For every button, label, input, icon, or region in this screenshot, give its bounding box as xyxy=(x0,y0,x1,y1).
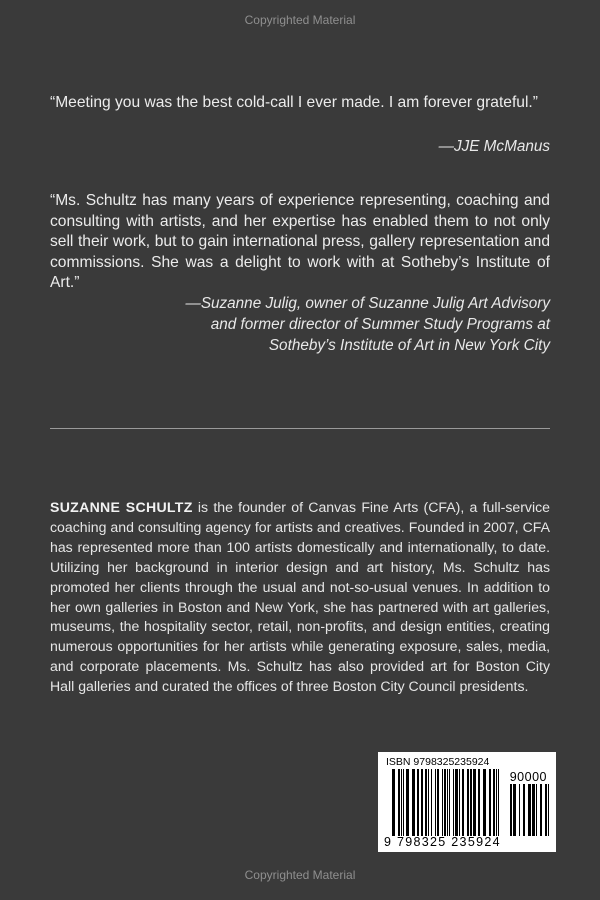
barcode-bar xyxy=(401,769,402,836)
barcode-bar xyxy=(398,769,400,836)
barcode-bar xyxy=(447,769,448,836)
attribution-line: —Suzanne Julig, owner of Suzanne Julig Art Advisory xyxy=(185,295,550,312)
barcode-bar xyxy=(528,784,531,836)
quote-2-text: “Ms. Schultz has many years of experience representing, coaching and consulting with artists, and her expertise has enabled them to not only sell their work, but to gain international press, gallery representation and commissions. She was a delight to work with at Sotheby’s Institute of Art.” xyxy=(50,192,550,291)
barcode-bar xyxy=(453,769,454,836)
barcode-bar xyxy=(493,769,495,836)
author-bio xyxy=(50,498,550,697)
barcode-bar xyxy=(462,769,464,836)
isbn-label: ISBN 9798325235924 xyxy=(386,756,490,768)
barcode-bar xyxy=(442,769,443,836)
barcode-bar xyxy=(489,769,491,836)
barcode-bar xyxy=(428,769,429,836)
barcode-bar xyxy=(478,769,480,836)
barcode-bar xyxy=(425,769,427,836)
barcode-bar xyxy=(519,784,520,836)
barcode-bar xyxy=(392,769,395,836)
barcode-bar xyxy=(467,769,469,836)
barcode-bar xyxy=(437,769,439,836)
barcode-bar xyxy=(548,784,549,836)
quote-2-attribution xyxy=(90,293,550,356)
barcode-bar xyxy=(473,769,476,836)
attribution-line: and former director of Summer Study Programs at xyxy=(210,316,550,333)
barcode-bar xyxy=(435,769,436,836)
barcode-bar xyxy=(459,769,460,836)
barcode-bar xyxy=(421,769,423,836)
barcode-bar xyxy=(513,784,516,836)
barcode-bar xyxy=(431,769,432,836)
barcode-bar xyxy=(523,784,525,836)
quote-1-text: “Meeting you was the best cold-call I ever made. I am forever grateful.” xyxy=(50,94,538,111)
barcode-bar xyxy=(444,769,446,836)
barcode-bar xyxy=(455,769,458,836)
barcode-bar xyxy=(449,769,450,836)
copyright-watermark-bottom: Copyrighted Material xyxy=(244,868,356,882)
attribution-line: Sotheby’s Institute of Art in New York City xyxy=(268,337,550,354)
barcode-bar xyxy=(510,784,512,836)
copyright-watermark-top: Copyrighted Material xyxy=(244,13,356,27)
barcode-bar xyxy=(412,769,415,836)
barcode-bar xyxy=(496,769,497,836)
barcode-bar xyxy=(403,769,404,836)
barcode-bar xyxy=(417,769,419,836)
author-bio-text: is the founder of Canvas Fine Arts (CFA), a full-service coaching and consulting agency for artists and creatives. Founded in 2007, CFA has represented more than 100 artists domestically and internationally, to date. Utilizing her background in interior design and art history, Ms. Schultz has promoted her clients through the usual and not-so-usual venues. In addition to her own galleries in Boston and New York, she has partnered with art galleries, museums, the hospitality sector, retail, non-profits, and design entities, creating numerous opportunities for her artists while generating exposure, sales, media, and corporate placements. Ms. Schultz has also provided art for Boston City Hall galleries and curated the offices of three Boston City Council presidents. xyxy=(50,499,550,695)
barcode-bar xyxy=(540,784,542,836)
barcode-bar xyxy=(483,769,486,836)
isbn-barcode xyxy=(378,752,556,852)
barcode-bar xyxy=(498,769,499,836)
author-name: SUZANNE SCHULTZ xyxy=(50,499,193,515)
barcode-digits: 9 798325 235924 xyxy=(384,835,501,849)
quote-1-attribution: —JJE McManus xyxy=(438,138,550,155)
barcode-bar xyxy=(545,784,547,836)
barcode-bar xyxy=(536,784,537,836)
divider-rule xyxy=(50,428,550,429)
price-code: 90000 xyxy=(509,770,547,784)
barcode-bar xyxy=(406,769,409,836)
barcode-bar xyxy=(532,784,535,836)
barcode-bar xyxy=(470,769,472,836)
